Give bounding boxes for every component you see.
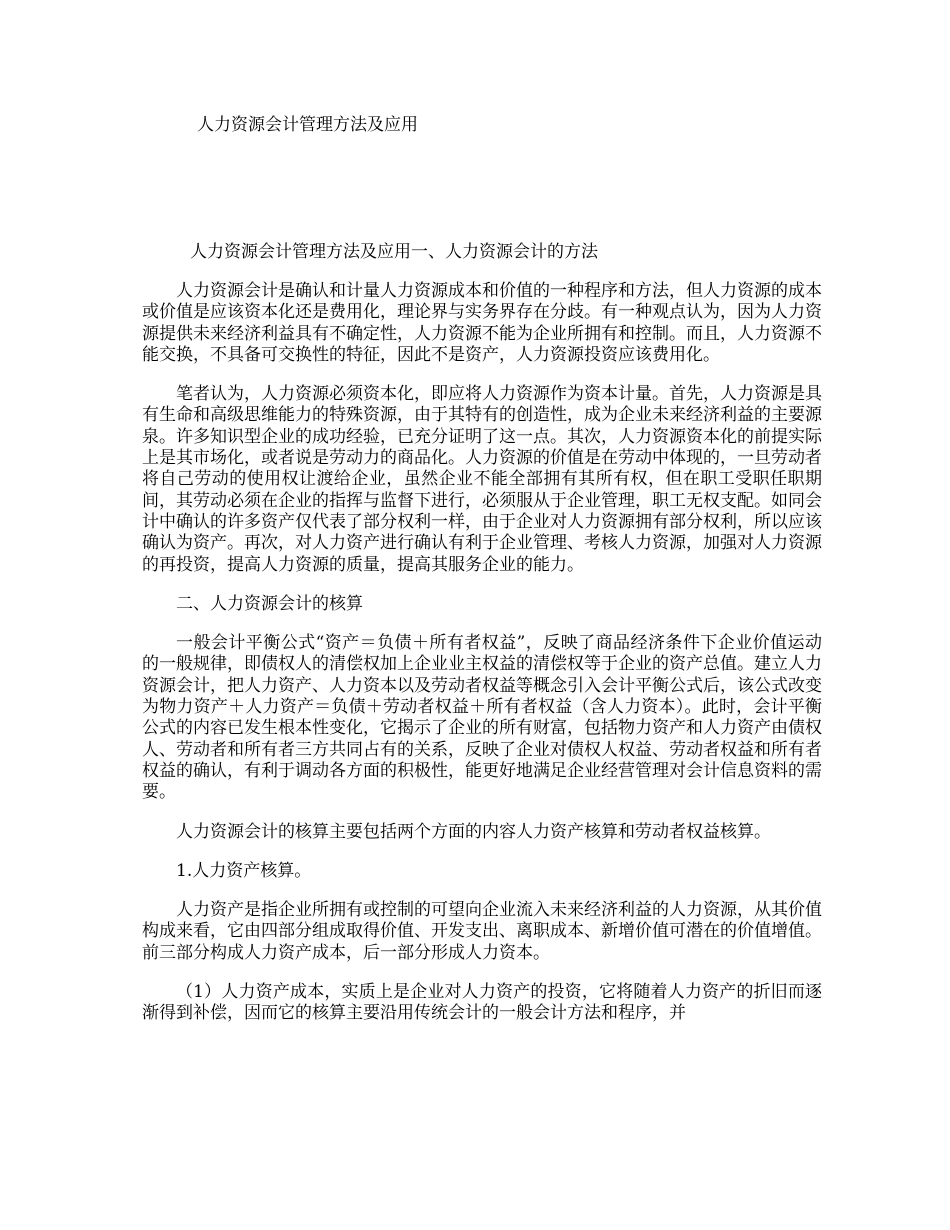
paragraph: 人力资产是指企业所拥有或控制的可望向企业流入未来经济利益的人力资源，从其价值构成来看，它由四部分组成取得价值、开发支出、离职成本、新增价值可潜在的价值增值。前三部分构成人力资产成本，后一部分形成人力资本。 [142,900,822,963]
section-heading: 人力资源会计管理方法及应用一、人力资源会计的方法 [190,242,598,262]
numbered-heading: 1.人力资产核算。 [176,860,312,881]
paragraph: 笔者认为，人力资源必须资本化，即应将人力资源作为资本计量。首先，人力资源是具有生命和高级思维能力的特殊资源，由于其特有的创造性，成为企业未来经济利益的主要源泉。许多知识型企业的成功经验，已充分证明了这一点。其次，人力资源资本化的前提实际上是其市场化，或者说是劳动力的商品化。人力资源的价值是在劳动中体现的，一旦劳动者将自己劳动的使用权让渡给企业，虽然企业不能全部拥有其所有权，但在职工受职任职期间，其劳动必须在企业的指挥与监督下进行，必须服从于企业管理，职工无权支配。如同会计中确认的许多资产仅代表了部分权利一样，由于企业对人力资源拥有部分权利，所以应该确认为资产。再次，对人力资产进行确认有利于企业管理、考核人力资源，加强对人力资源的再投资，提高人力资源的质量，提高其服务企业的能力。 [142,384,822,575]
document-body [142,281,822,1043]
document-title: 人力资源会计管理方法及应用 [197,115,418,135]
paragraph: 人力资源会计是确认和计量人力资源成本和价值的一种程序和方法，但人力资源的成本或价值是应该资本化还是费用化，理论界与实务界存在分歧。有一种观点认为，因为人力资源提供未来经济利益具有不确定性，人力资源不能为企业所拥有和控制。而且，人力资源不能交换，不具备可交换性的特征，因此不是资产，人力资源投资应该费用化。 [142,281,822,365]
subsection-heading: 二、人力资源会计的核算 [176,593,363,614]
paragraph: 人力资源会计的核算主要包括两个方面的内容人力资产核算和劳动者权益核算。 [176,821,771,842]
paragraph: 一般会计平衡公式“资产＝负债＋所有者权益”，反映了商品经济条件下企业价值运动的一般规律，即债权人的清偿权加上企业业主权益的清偿权等于企业的资产总值。建立人力资源会计，把人力资产、人力资本以及劳动者权益等概念引入会计平衡公式后，该公式改变为物力资产＋人力资产＝负债＋劳动者权益＋所有者权益（含人力资本）。此时，会计平衡公式的内容已发生根本性变化，它揭示了企业的所有财富，包括物力资产和人力资产由债权人、劳动者和所有者三方共同占有的关系，反映了企业对债权人权益、劳动者权益和所有者权益的确认，有利于调动各方面的积极性，能更好地满足企业经营管理对会计信息资料的需要。 [142,633,822,803]
paragraph: （1）人力资产成本，实质上是企业对人力资产的投资，它将随着人力资产的折旧而逐渐得到补偿，因而它的核算主要沿用传统会计的一般会计方法和程序，并 [142,982,822,1024]
